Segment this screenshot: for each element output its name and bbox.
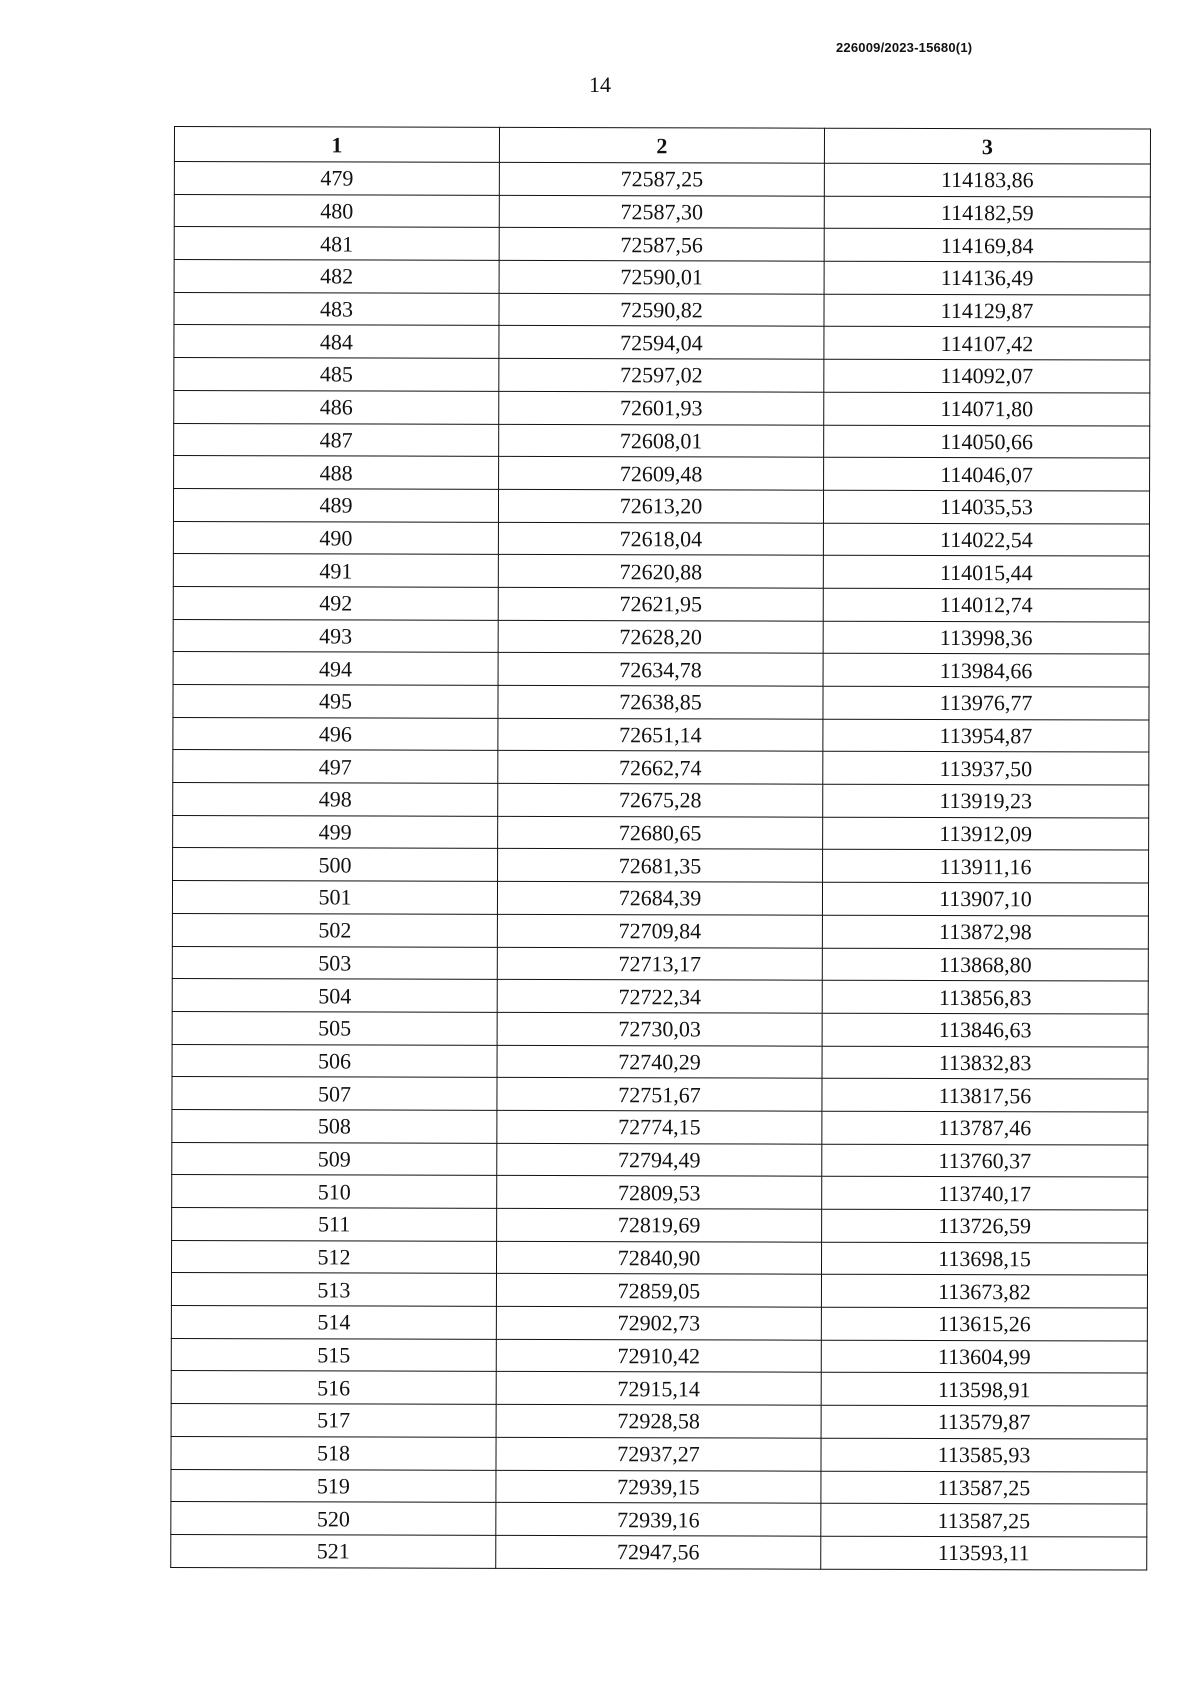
table-body [171, 162, 1151, 1570]
y-coordinate-cell: 113740,17 [822, 1177, 1148, 1211]
point-number-cell: 512 [171, 1240, 496, 1274]
table-row [174, 390, 1150, 425]
x-coordinate-cell: 72597,02 [499, 358, 824, 392]
table-row [172, 1207, 1148, 1242]
x-coordinate-cell: 72601,93 [499, 391, 824, 425]
x-coordinate-cell: 72859,05 [496, 1274, 821, 1308]
table-row [173, 554, 1149, 589]
x-coordinate-cell: 72939,15 [496, 1470, 821, 1504]
y-coordinate-cell: 113593,11 [821, 1536, 1147, 1570]
point-number-cell: 509 [172, 1142, 497, 1176]
table-row [174, 260, 1150, 295]
point-number-cell: 511 [172, 1207, 497, 1241]
x-coordinate-cell: 72819,69 [497, 1208, 822, 1242]
y-coordinate-cell: 113976,77 [823, 686, 1149, 720]
y-coordinate-cell: 114046,07 [824, 457, 1150, 491]
point-number-cell: 500 [173, 848, 498, 882]
table-row [171, 1534, 1147, 1569]
point-number-cell: 503 [172, 946, 497, 980]
table-row [173, 717, 1149, 752]
table-row [171, 1404, 1147, 1439]
point-number-cell: 510 [172, 1175, 497, 1209]
point-number-cell: 499 [173, 815, 498, 849]
point-number-cell: 488 [174, 456, 499, 490]
table-row [172, 1109, 1148, 1144]
table-row [173, 488, 1149, 523]
y-coordinate-cell: 114015,44 [823, 555, 1149, 589]
table-header-row [174, 127, 1150, 165]
y-coordinate-cell: 114071,80 [824, 392, 1150, 426]
y-coordinate-cell: 113579,87 [821, 1405, 1147, 1439]
x-coordinate-cell: 72628,20 [498, 620, 823, 654]
x-coordinate-cell: 72587,25 [499, 162, 824, 196]
x-coordinate-cell: 72915,14 [496, 1372, 821, 1406]
x-coordinate-cell: 72681,35 [498, 849, 823, 883]
point-number-cell: 496 [173, 717, 498, 751]
column-header-3: 3 [824, 128, 1150, 164]
x-coordinate-cell: 72609,48 [499, 457, 824, 491]
y-coordinate-cell: 113726,59 [822, 1209, 1148, 1243]
y-coordinate-cell: 113604,99 [821, 1340, 1147, 1374]
point-number-cell: 506 [172, 1044, 497, 1078]
point-number-cell: 501 [172, 881, 497, 915]
y-coordinate-cell: 113698,15 [821, 1242, 1147, 1276]
point-number-cell: 494 [173, 652, 498, 686]
y-coordinate-cell: 113911,16 [823, 850, 1149, 884]
point-number-cell: 492 [173, 586, 498, 620]
x-coordinate-cell: 72587,30 [499, 195, 824, 229]
x-coordinate-cell: 72809,53 [497, 1176, 822, 1210]
y-coordinate-cell: 113760,37 [822, 1144, 1148, 1178]
y-coordinate-cell: 114183,86 [824, 163, 1150, 197]
x-coordinate-cell: 72621,95 [498, 587, 823, 621]
y-coordinate-cell: 114129,87 [824, 294, 1150, 328]
x-coordinate-cell: 72620,88 [498, 555, 823, 589]
y-coordinate-cell: 113585,93 [821, 1438, 1147, 1472]
table-row [174, 358, 1150, 393]
y-coordinate-cell: 114136,49 [824, 261, 1150, 295]
x-coordinate-cell: 72910,42 [496, 1339, 821, 1373]
x-coordinate-cell: 72709,84 [497, 914, 822, 948]
x-coordinate-cell: 72613,20 [498, 489, 823, 523]
x-coordinate-cell: 72794,49 [497, 1143, 822, 1177]
y-coordinate-cell: 113598,91 [821, 1373, 1147, 1407]
page-number: 14 [589, 72, 611, 97]
table-row [173, 521, 1149, 556]
x-coordinate-cell: 72730,03 [497, 1012, 822, 1046]
y-coordinate-cell: 113817,56 [822, 1078, 1148, 1112]
table-row [171, 1502, 1147, 1537]
table-row [173, 815, 1149, 850]
table-row [171, 1371, 1147, 1406]
x-coordinate-cell: 72651,14 [498, 718, 823, 752]
table-row [174, 292, 1150, 327]
y-coordinate-cell: 113846,63 [822, 1013, 1148, 1047]
x-coordinate-cell: 72740,29 [497, 1045, 822, 1079]
y-coordinate-cell: 113615,26 [821, 1307, 1147, 1341]
y-coordinate-cell: 114182,59 [824, 196, 1150, 230]
table-row [173, 586, 1149, 621]
point-number-cell: 486 [174, 390, 499, 424]
x-coordinate-cell: 72939,16 [496, 1503, 821, 1537]
x-coordinate-cell: 72840,90 [496, 1241, 821, 1275]
point-number-cell: 516 [171, 1371, 496, 1405]
y-coordinate-cell: 113984,66 [823, 654, 1149, 688]
y-coordinate-cell: 113998,36 [823, 621, 1149, 655]
y-coordinate-cell: 114169,84 [824, 229, 1150, 263]
point-number-cell: 498 [173, 783, 498, 817]
point-number-cell: 479 [174, 162, 499, 196]
table-row [171, 1436, 1147, 1471]
y-coordinate-cell: 113937,50 [823, 752, 1149, 786]
point-number-cell: 515 [171, 1338, 496, 1372]
y-coordinate-cell: 113872,98 [822, 915, 1148, 949]
y-coordinate-cell: 114035,53 [823, 490, 1149, 524]
table-row [173, 619, 1149, 654]
x-coordinate-cell: 72608,01 [499, 424, 824, 458]
x-coordinate-cell: 72751,67 [497, 1078, 822, 1112]
point-number-cell: 521 [171, 1534, 496, 1568]
y-coordinate-cell: 113912,09 [823, 817, 1149, 851]
y-coordinate-cell: 113587,25 [821, 1471, 1147, 1505]
point-number-cell: 489 [173, 488, 498, 522]
table-row [172, 1077, 1148, 1112]
x-coordinate-cell: 72590,82 [499, 293, 824, 327]
point-number-cell: 491 [173, 554, 498, 588]
x-coordinate-cell: 72638,85 [498, 685, 823, 719]
y-coordinate-cell: 113673,82 [821, 1275, 1147, 1309]
table-row [172, 1044, 1148, 1079]
point-number-cell: 482 [174, 260, 499, 294]
x-coordinate-cell: 72590,01 [499, 260, 824, 294]
x-coordinate-cell: 72902,73 [496, 1306, 821, 1340]
y-coordinate-cell: 113787,46 [822, 1111, 1148, 1145]
table-row [174, 456, 1150, 491]
x-coordinate-cell: 72928,58 [496, 1404, 821, 1438]
x-coordinate-cell: 72937,27 [496, 1437, 821, 1471]
y-coordinate-cell: 113954,87 [823, 719, 1149, 753]
point-number-cell: 505 [172, 1011, 497, 1045]
table-row [171, 1469, 1147, 1504]
table-row [171, 1240, 1147, 1275]
point-number-cell: 513 [171, 1273, 496, 1307]
column-header-1: 1 [174, 127, 499, 163]
point-number-cell: 519 [171, 1469, 496, 1503]
document-number: 226009/2023-15680(1) [836, 40, 973, 55]
x-coordinate-cell: 72587,56 [499, 228, 824, 262]
x-coordinate-cell: 72634,78 [498, 653, 823, 687]
table-row [174, 194, 1150, 229]
table-row [174, 227, 1150, 262]
point-number-cell: 520 [171, 1502, 496, 1536]
point-number-cell: 508 [172, 1109, 497, 1143]
point-number-cell: 507 [172, 1077, 497, 1111]
y-coordinate-cell: 113856,83 [822, 980, 1148, 1014]
x-coordinate-cell: 72662,74 [498, 751, 823, 785]
point-number-cell: 483 [174, 292, 499, 326]
table-row [171, 1338, 1147, 1373]
table-row [174, 162, 1150, 197]
table-row [174, 325, 1150, 360]
x-coordinate-cell: 72594,04 [499, 326, 824, 360]
point-number-cell: 518 [171, 1436, 496, 1470]
table-row [172, 913, 1148, 948]
point-number-cell: 485 [174, 358, 499, 392]
point-number-cell: 514 [171, 1306, 496, 1340]
table-row [172, 1011, 1148, 1046]
table-row [172, 979, 1148, 1014]
table-row [172, 881, 1148, 916]
x-coordinate-cell: 72675,28 [498, 783, 823, 817]
y-coordinate-cell: 113832,83 [822, 1046, 1148, 1080]
x-coordinate-cell: 72774,15 [497, 1110, 822, 1144]
y-coordinate-cell: 113907,10 [822, 882, 1148, 916]
y-coordinate-cell: 114050,66 [824, 425, 1150, 459]
y-coordinate-cell: 113587,25 [821, 1503, 1147, 1537]
x-coordinate-cell: 72618,04 [498, 522, 823, 556]
table-row [173, 848, 1149, 883]
x-coordinate-cell: 72722,34 [497, 980, 822, 1014]
point-number-cell: 502 [172, 913, 497, 947]
point-number-cell: 497 [173, 750, 498, 784]
point-number-cell: 481 [174, 227, 499, 261]
y-coordinate-cell: 114092,07 [824, 359, 1150, 393]
table-row [172, 1142, 1148, 1177]
table-row [172, 1175, 1148, 1210]
y-coordinate-cell: 113919,23 [823, 784, 1149, 818]
table-row [174, 423, 1150, 458]
table-row [173, 783, 1149, 818]
coordinates-table [170, 126, 1151, 1570]
table-row [173, 652, 1149, 687]
y-coordinate-cell: 113868,80 [822, 948, 1148, 982]
table-row [173, 750, 1149, 785]
point-number-cell: 484 [174, 325, 499, 359]
point-number-cell: 493 [173, 619, 498, 653]
point-number-cell: 517 [171, 1404, 496, 1438]
point-number-cell: 487 [174, 423, 499, 457]
table-row [173, 684, 1149, 719]
y-coordinate-cell: 114012,74 [823, 588, 1149, 622]
x-coordinate-cell: 72680,65 [498, 816, 823, 850]
table-row [171, 1306, 1147, 1341]
y-coordinate-cell: 114107,42 [824, 327, 1150, 361]
x-coordinate-cell: 72947,56 [496, 1535, 821, 1569]
table-row [171, 1273, 1147, 1308]
x-coordinate-cell: 72684,39 [497, 881, 822, 915]
x-coordinate-cell: 72713,17 [497, 947, 822, 981]
y-coordinate-cell: 114022,54 [823, 523, 1149, 557]
column-header-2: 2 [499, 127, 824, 163]
point-number-cell: 480 [174, 194, 499, 228]
table-row [172, 946, 1148, 981]
point-number-cell: 495 [173, 684, 498, 718]
point-number-cell: 490 [173, 521, 498, 555]
point-number-cell: 504 [172, 979, 497, 1013]
